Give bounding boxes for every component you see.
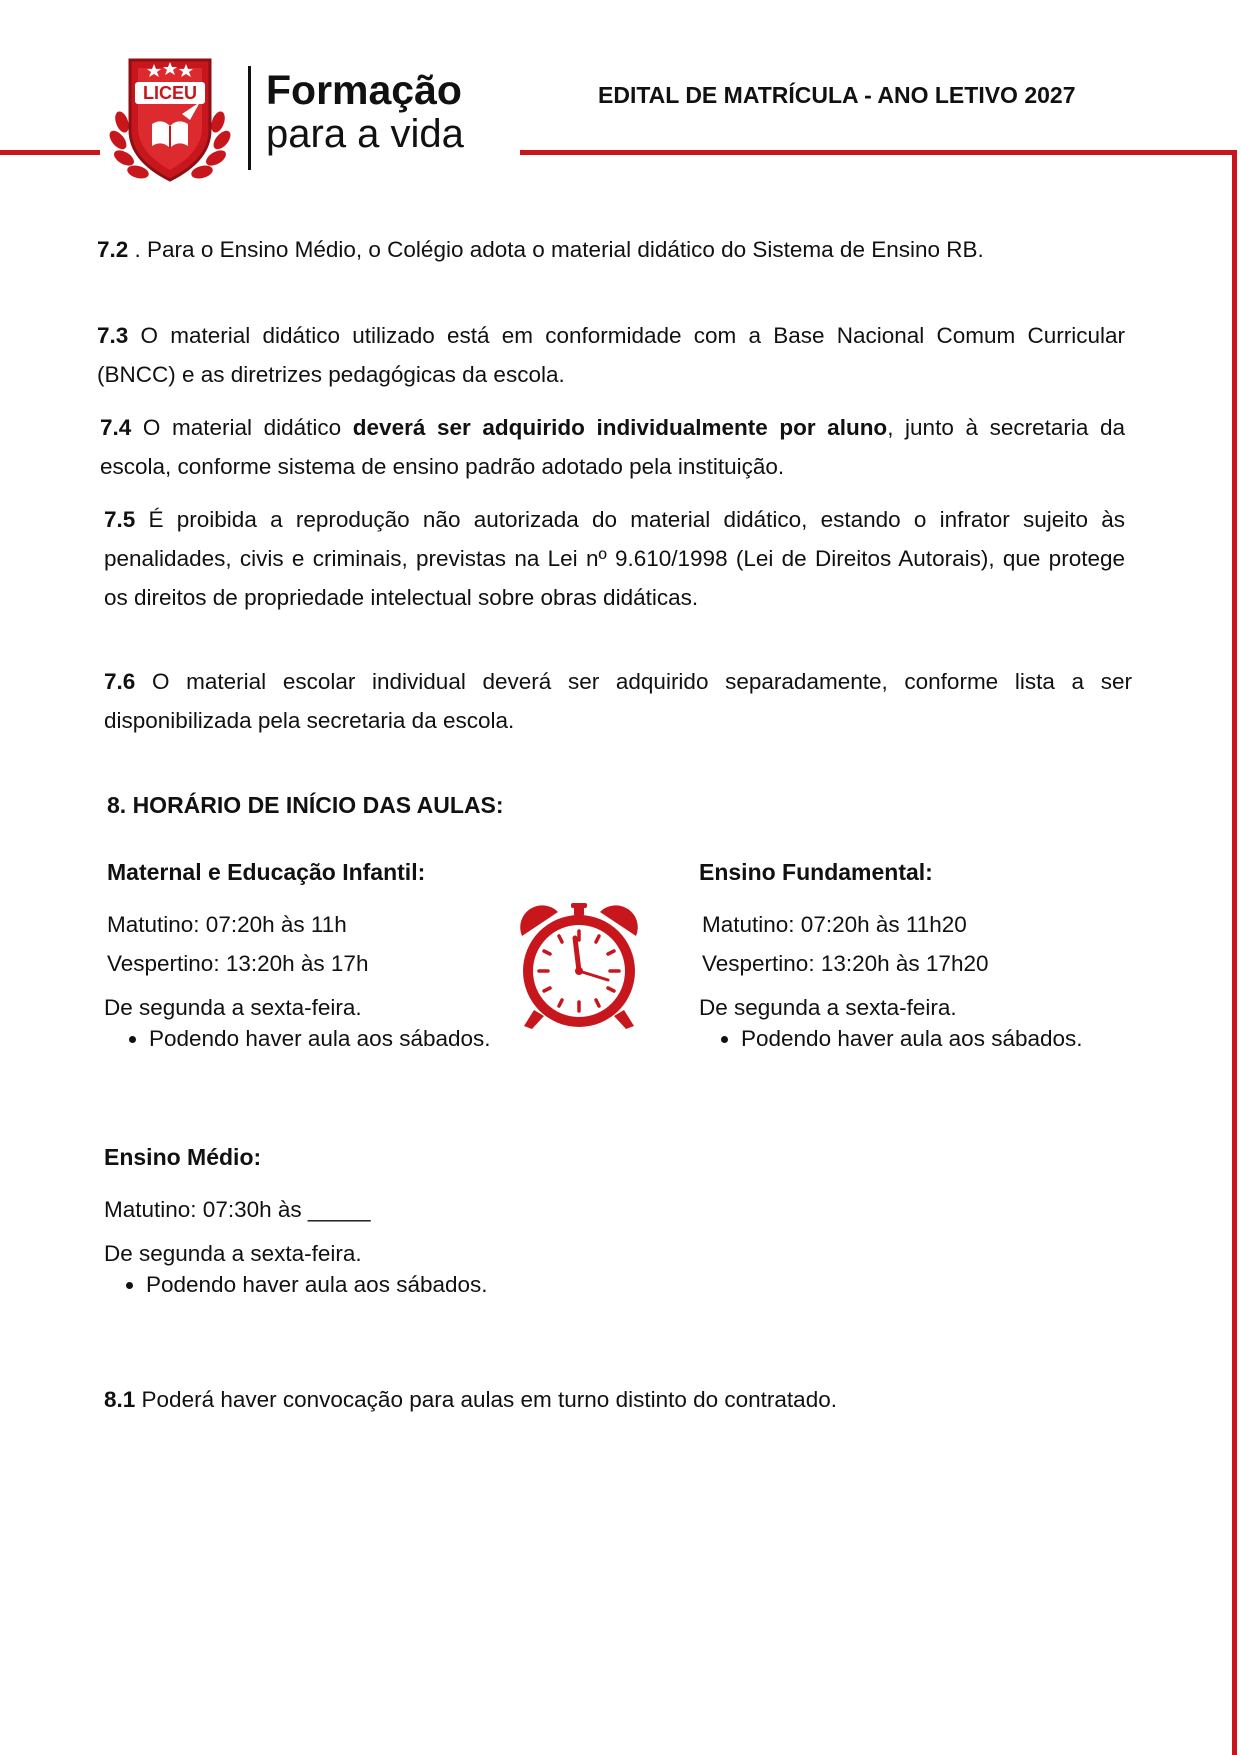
logo-badge-text: LICEU — [143, 83, 197, 103]
paragraph-7-6 — [104, 662, 1132, 740]
schedule-heading: Maternal e Educação Infantil: — [107, 859, 426, 885]
schedule-bullet: • Podendo haver aula aos sábados. — [741, 1023, 1119, 1054]
schedule-line-morning: Matutino: 07:20h às 11h — [107, 912, 347, 937]
logo-divider — [248, 66, 251, 170]
paragraph-number: 7.6 — [104, 669, 136, 694]
paragraph-number: 7.3 — [97, 323, 129, 348]
paragraph-number: 7.5 — [104, 507, 136, 532]
school-logo — [100, 52, 520, 190]
schedule-medio — [104, 1142, 524, 1300]
paragraph-text: É proibida a reprodução não autorizada do material didático, estando o infrator sujeito às penalidades, civis e criminais, previstas na Lei nº 9.610/1998 (Lei de Direitos Autorais), que protege os direitos de propriedade intelectual sobre obras didáticas. — [104, 507, 1125, 610]
schedule-line-afternoon: Vespertino: 13:20h às 17h — [107, 951, 369, 976]
schedule-heading: Ensino Médio: — [104, 1144, 262, 1170]
right-border-rule — [1232, 150, 1237, 1755]
logo-title: Formação — [266, 67, 462, 113]
schedule-infantil — [104, 857, 527, 1054]
schedule-bullet: • Podendo haver aula aos sábados. — [146, 1269, 524, 1300]
note-number: 8.1 — [104, 1387, 136, 1412]
school-crest-icon — [108, 52, 232, 188]
schedule-days: De segunda a sexta-feira. — [699, 995, 957, 1020]
paragraph-7-5 — [104, 500, 1125, 617]
logo-subtitle: para a vida — [266, 112, 464, 156]
schedule-days: De segunda a sexta-feira. — [104, 1241, 362, 1266]
schedule-bullet: • Podendo haver aula aos sábados. — [149, 1023, 527, 1054]
schedule-line-morning: Matutino: 07:30h às _____ — [104, 1197, 371, 1222]
paragraph-text: O material escolar individual deverá ser adquirido separadamente, conforme lista a ser disponibilizada pela secretaria da escola. — [104, 669, 1132, 733]
schedule-line-morning: Matutino: 07:20h às 11h20 — [702, 912, 967, 937]
paragraph-number: 7.2 — [97, 237, 129, 262]
schedule-bullets — [107, 1023, 527, 1054]
logo-badge — [108, 82, 232, 104]
note-8-1 — [104, 1380, 837, 1419]
paragraph-number: 7.4 — [100, 415, 132, 440]
schedule-line-afternoon: Vespertino: 13:20h às 17h20 — [702, 951, 989, 976]
paragraph-text-bold: deverá ser adquirido individualmente por aluno — [352, 415, 888, 440]
section-8-title: 8. HORÁRIO DE INÍCIO DAS AULAS: — [107, 792, 504, 818]
paragraph-7-3 — [97, 316, 1125, 394]
schedule-heading: Ensino Fundamental: — [699, 859, 933, 885]
document-title: EDITAL DE MATRÍCULA - ANO LETIVO 2027 — [598, 82, 1076, 108]
paragraph-text-pre: O material didático — [131, 415, 353, 440]
paragraph-7-2 — [97, 230, 1125, 269]
schedule-bullets — [104, 1269, 524, 1300]
schedule-bullets — [699, 1023, 1119, 1054]
schedule-fundamental — [699, 857, 1119, 1054]
paragraph-text-post: , junto à secretaria da escola, conforme sistema de ensino padrão adotado pela instituição. — [100, 415, 1125, 479]
paragraph-7-4 — [100, 408, 1125, 486]
note-text: Poderá haver convocação para aulas em turno distinto do contratado. — [135, 1387, 837, 1412]
paragraph-text: O material didático utilizado está em conformidade com a Base Nacional Comum Curricular (BNCC) e as diretrizes pedagógicas da escola. — [97, 323, 1125, 387]
schedule-days: De segunda a sexta-feira. — [104, 995, 362, 1020]
alarm-clock-icon — [512, 900, 646, 1034]
paragraph-text: . Para o Ensino Médio, o Colégio adota o material didático do Sistema de Ensino RB. — [128, 237, 984, 262]
